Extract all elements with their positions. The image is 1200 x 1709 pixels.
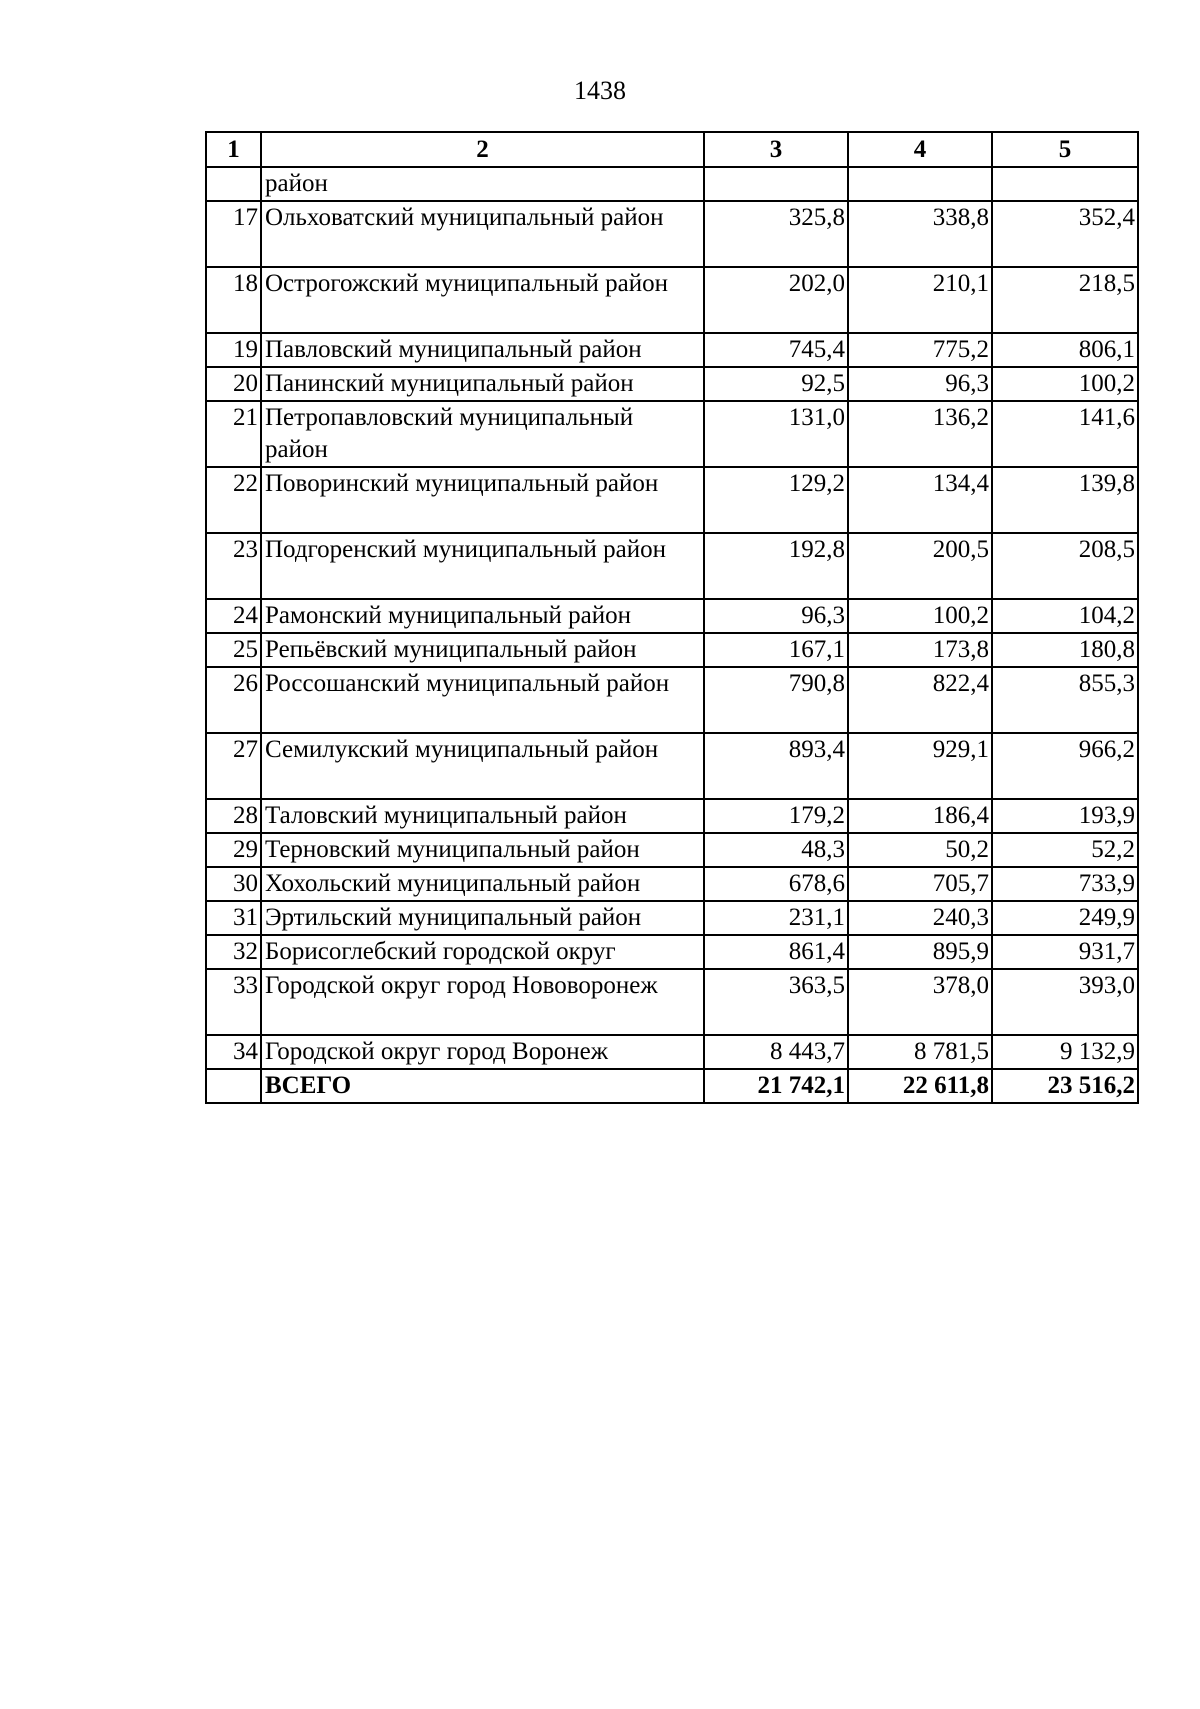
row-number: 30 [206, 867, 261, 901]
row-value-3: 202,0 [704, 267, 848, 333]
row-value-4: 50,2 [848, 833, 992, 867]
table-row [206, 201, 1138, 267]
row-number: 31 [206, 901, 261, 935]
row-value-3: 92,5 [704, 367, 848, 401]
row-value-5: 352,4 [992, 201, 1138, 267]
row-value-3: 861,4 [704, 935, 848, 969]
row-number [206, 167, 261, 201]
row-value-4: 100,2 [848, 599, 992, 633]
row-name: Россошанский муниципальный район [261, 667, 704, 733]
row-name: Эртильский муниципальный район [261, 901, 704, 935]
row-value-5: 393,0 [992, 969, 1138, 1035]
row-value-4: 96,3 [848, 367, 992, 401]
row-value-3: 8 443,7 [704, 1035, 848, 1069]
row-name: Рамонский муниципальный район [261, 599, 704, 633]
total-value-4: 22 611,8 [848, 1069, 992, 1103]
row-value-4: 8 781,5 [848, 1035, 992, 1069]
row-number: 27 [206, 733, 261, 799]
row-value-4: 173,8 [848, 633, 992, 667]
row-number: 19 [206, 333, 261, 367]
row-value-5: 855,3 [992, 667, 1138, 733]
table-row [206, 733, 1138, 799]
row-name: Терновский муниципальный район [261, 833, 704, 867]
row-number: 34 [206, 1035, 261, 1069]
header-col-1: 1 [206, 132, 261, 167]
table-row [206, 633, 1138, 667]
row-value-3: 167,1 [704, 633, 848, 667]
table-row [206, 799, 1138, 833]
row-value-5: 208,5 [992, 533, 1138, 599]
table-row [206, 267, 1138, 333]
table-row [206, 367, 1138, 401]
row-value-3: 893,4 [704, 733, 848, 799]
table-row [206, 467, 1138, 533]
row-value-5: 100,2 [992, 367, 1138, 401]
row-name: Поворинский муниципальный район [261, 467, 704, 533]
row-number: 32 [206, 935, 261, 969]
table-row [206, 901, 1138, 935]
table-row [206, 867, 1138, 901]
row-value-3: 231,1 [704, 901, 848, 935]
row-value-3: 745,4 [704, 333, 848, 367]
header-col-2: 2 [261, 132, 704, 167]
allocation-table [205, 131, 1139, 1104]
table-row [206, 333, 1138, 367]
row-name: Панинский муниципальный район [261, 367, 704, 401]
table-row [206, 969, 1138, 1035]
total-value-5: 23 516,2 [992, 1069, 1138, 1103]
total-number [206, 1069, 261, 1103]
row-value-5: 104,2 [992, 599, 1138, 633]
row-value-5: 733,9 [992, 867, 1138, 901]
row-value-4: 240,3 [848, 901, 992, 935]
row-value-4: 210,1 [848, 267, 992, 333]
row-value-3: 96,3 [704, 599, 848, 633]
row-number: 28 [206, 799, 261, 833]
row-value-4: 705,7 [848, 867, 992, 901]
total-value-3: 21 742,1 [704, 1069, 848, 1103]
row-value-4: 822,4 [848, 667, 992, 733]
row-value-3 [704, 167, 848, 201]
row-number: 25 [206, 633, 261, 667]
row-number: 26 [206, 667, 261, 733]
row-name: Острогожский муниципальный район [261, 267, 704, 333]
row-value-5: 218,5 [992, 267, 1138, 333]
row-number: 20 [206, 367, 261, 401]
table-row [206, 833, 1138, 867]
row-value-4: 134,4 [848, 467, 992, 533]
row-value-3: 192,8 [704, 533, 848, 599]
row-value-3: 325,8 [704, 201, 848, 267]
row-value-3: 790,8 [704, 667, 848, 733]
row-number: 33 [206, 969, 261, 1035]
row-value-5: 180,8 [992, 633, 1138, 667]
row-value-4: 338,8 [848, 201, 992, 267]
continuation-row [206, 167, 1138, 201]
row-name: Ольховатский муниципальный район [261, 201, 704, 267]
row-value-3: 131,0 [704, 401, 848, 467]
row-value-5 [992, 167, 1138, 201]
row-name: Репьёвский муниципальный район [261, 633, 704, 667]
row-number: 29 [206, 833, 261, 867]
row-value-3: 129,2 [704, 467, 848, 533]
row-value-3: 48,3 [704, 833, 848, 867]
header-col-3: 3 [704, 132, 848, 167]
header-col-5: 5 [992, 132, 1138, 167]
row-value-5: 141,6 [992, 401, 1138, 467]
row-value-5: 806,1 [992, 333, 1138, 367]
row-value-3: 179,2 [704, 799, 848, 833]
row-name: Борисоглебский городской округ [261, 935, 704, 969]
row-value-5: 966,2 [992, 733, 1138, 799]
row-name: Семилукский муниципальный район [261, 733, 704, 799]
row-value-4: 186,4 [848, 799, 992, 833]
table-row [206, 667, 1138, 733]
row-name: Городской округ город Нововоронеж [261, 969, 704, 1035]
row-name: Павловский муниципальный район [261, 333, 704, 367]
row-value-4: 895,9 [848, 935, 992, 969]
row-value-5: 52,2 [992, 833, 1138, 867]
row-value-5: 139,8 [992, 467, 1138, 533]
row-name: Петропавловский муниципальный район [261, 401, 704, 467]
header-col-4: 4 [848, 132, 992, 167]
total-row [206, 1069, 1138, 1103]
row-number: 22 [206, 467, 261, 533]
row-value-3: 363,5 [704, 969, 848, 1035]
row-name: Городской округ город Воронеж [261, 1035, 704, 1069]
row-name: Подгоренский муниципальный район [261, 533, 704, 599]
table-row [206, 533, 1138, 599]
row-value-4: 378,0 [848, 969, 992, 1035]
total-label: ВСЕГО [261, 1069, 704, 1103]
row-number: 18 [206, 267, 261, 333]
row-name: Хохольский муниципальный район [261, 867, 704, 901]
row-value-5: 249,9 [992, 901, 1138, 935]
row-name: район [261, 167, 704, 201]
table-header-row [206, 132, 1138, 167]
row-number: 23 [206, 533, 261, 599]
row-value-4 [848, 167, 992, 201]
table-body [206, 167, 1138, 1103]
row-value-4: 775,2 [848, 333, 992, 367]
row-value-4: 929,1 [848, 733, 992, 799]
page-number: 1438 [574, 76, 626, 105]
row-value-3: 678,6 [704, 867, 848, 901]
table-row [206, 599, 1138, 633]
table-row [206, 401, 1138, 467]
row-value-4: 200,5 [848, 533, 992, 599]
row-number: 17 [206, 201, 261, 267]
row-value-5: 931,7 [992, 935, 1138, 969]
table-row [206, 935, 1138, 969]
row-number: 24 [206, 599, 261, 633]
row-name: Таловский муниципальный район [261, 799, 704, 833]
row-value-5: 9 132,9 [992, 1035, 1138, 1069]
row-number: 21 [206, 401, 261, 467]
row-value-5: 193,9 [992, 799, 1138, 833]
table-row [206, 1035, 1138, 1069]
row-value-4: 136,2 [848, 401, 992, 467]
